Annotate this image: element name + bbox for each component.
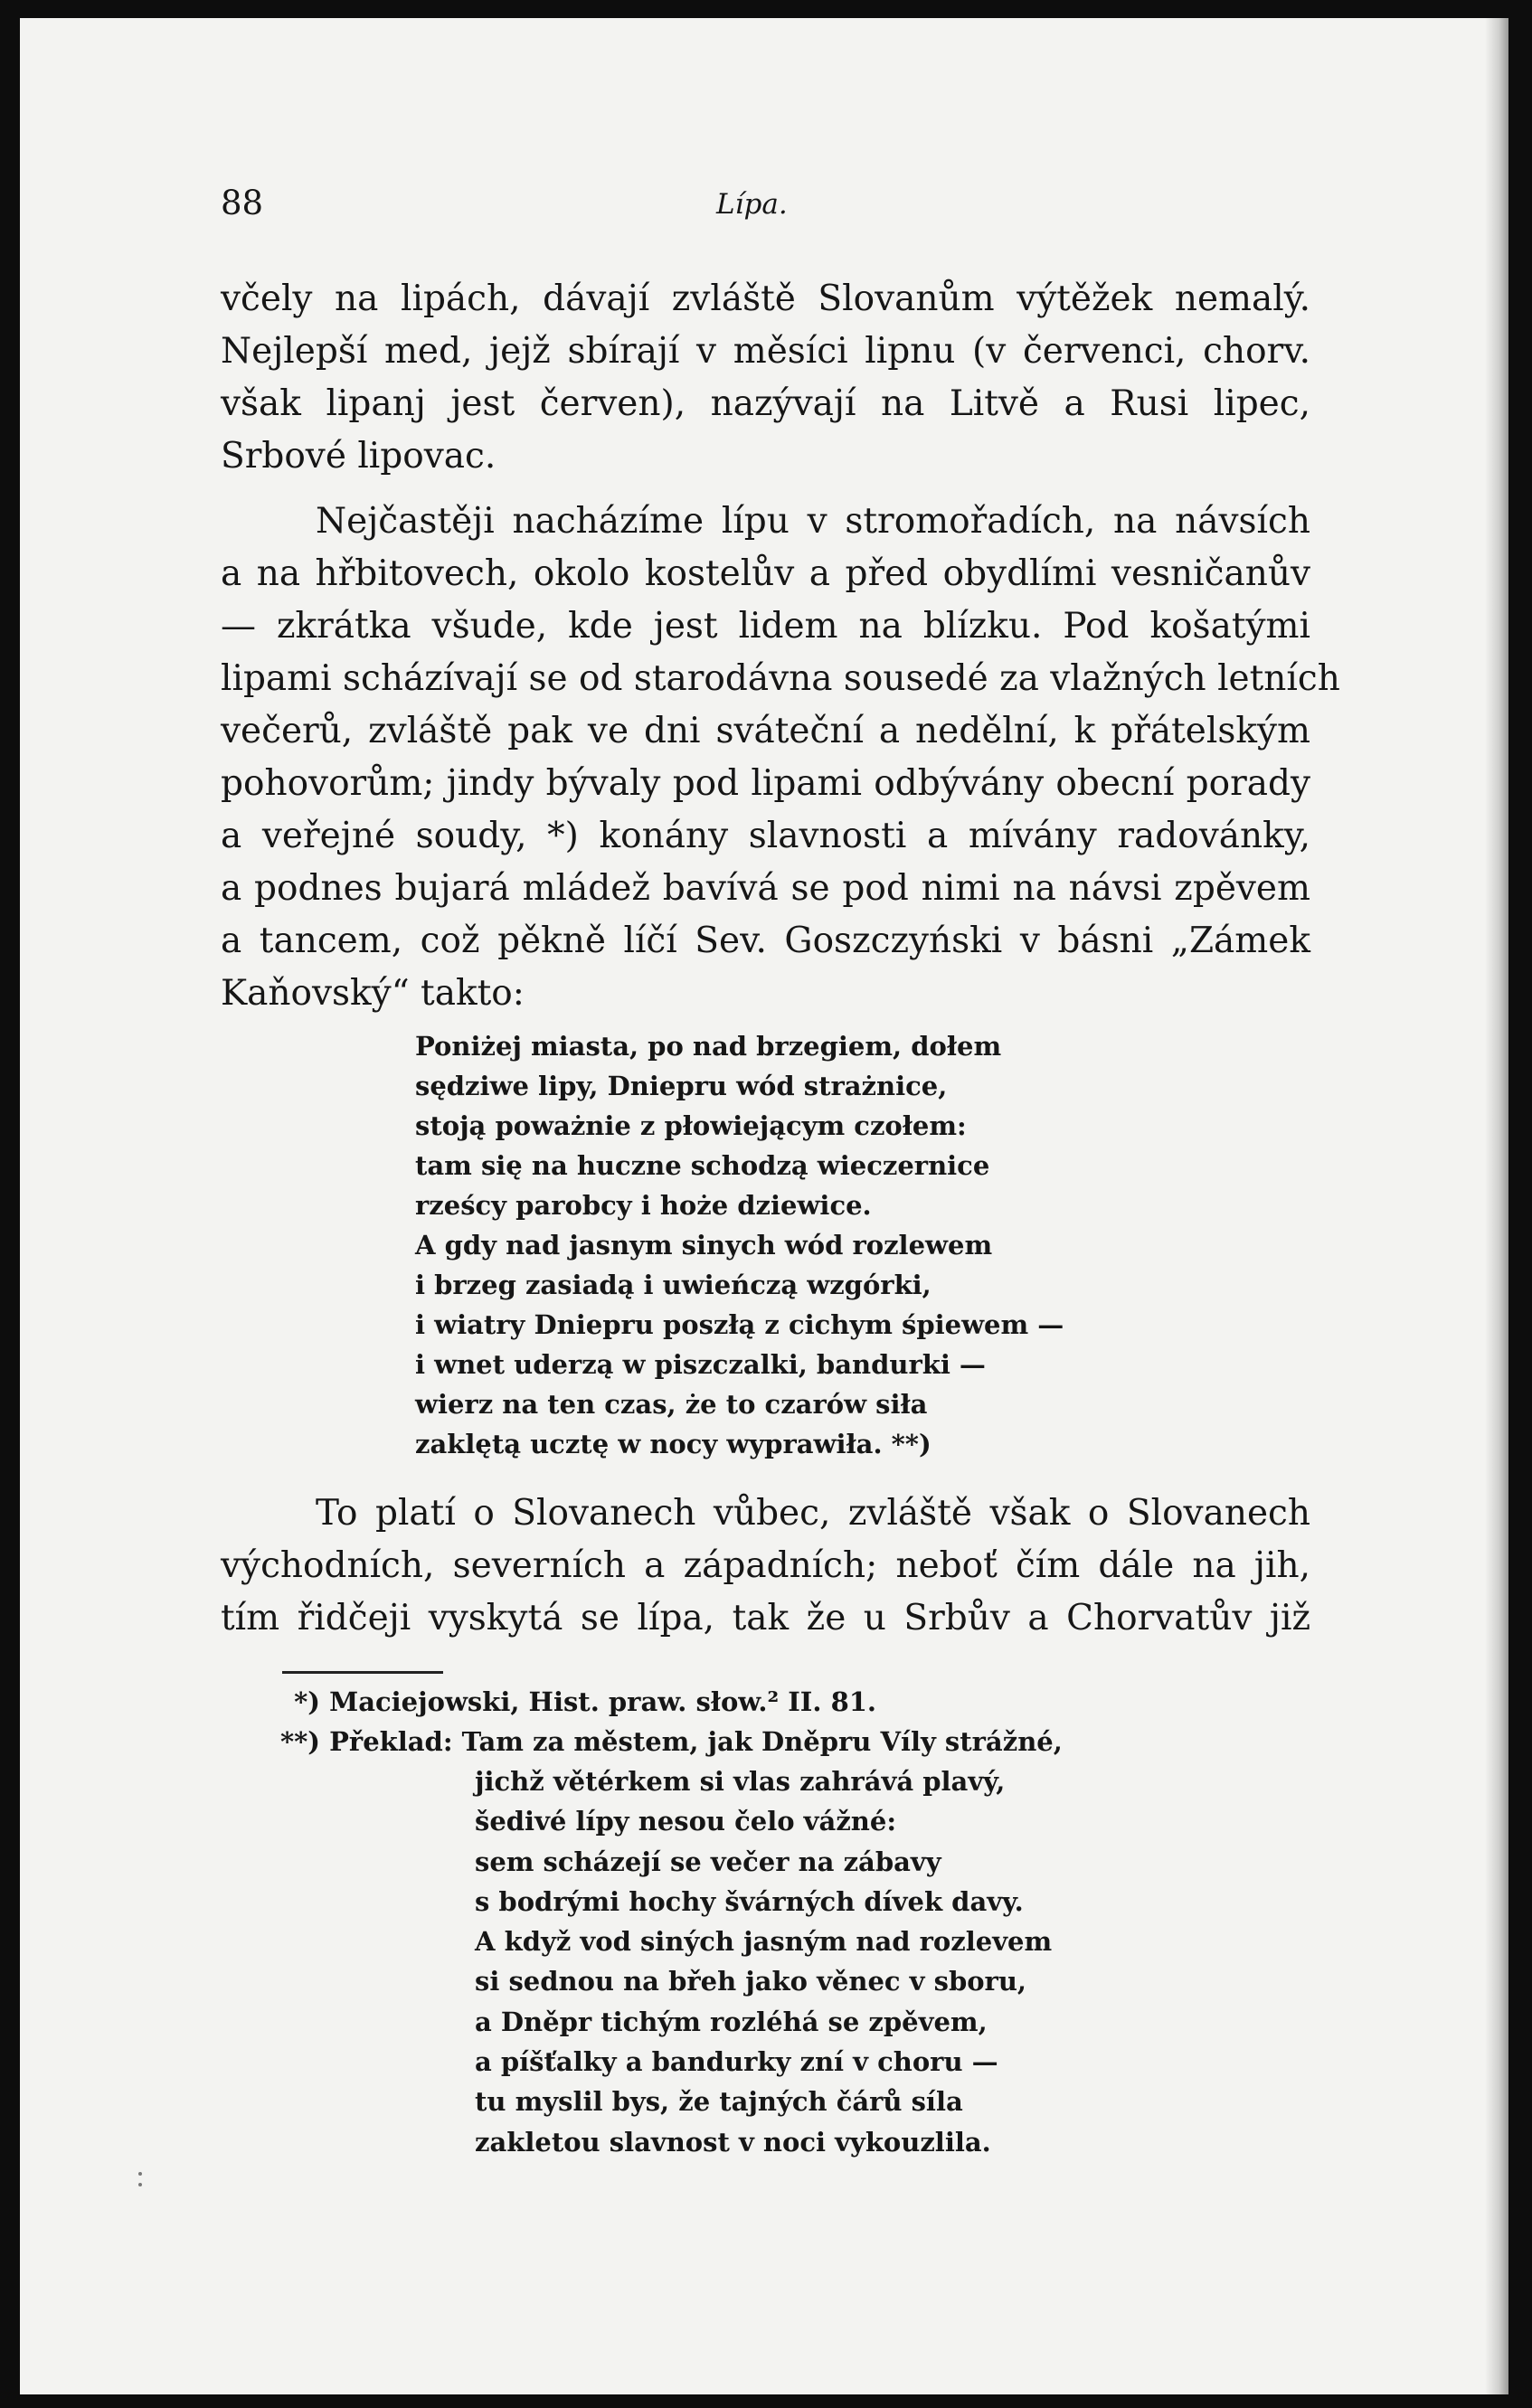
- text-line: a podnes bujará mládež bavívá se pod nimi na návsi zpěvem: [221, 868, 1310, 909]
- footnote-2: [221, 1722, 1063, 1761]
- paragraph-2: [221, 496, 1340, 1020]
- running-title: Lípa.: [716, 188, 788, 221]
- footnote-separator: [282, 1671, 443, 1674]
- paragraph-1: [221, 273, 1310, 483]
- text-line: večerů, zvláště pak ve dni sváteční a nedělní, k přátelským: [221, 711, 1310, 751]
- text-line: východních, severních a západních; neboť čím dále na jih,: [221, 1545, 1310, 1586]
- text-line: však lipanj jest červen), nazývají na Litvě a Rusi lipec,: [221, 383, 1310, 424]
- verse-line: šedivé lípy nesou čelo vážné:: [475, 1806, 897, 1837]
- text-line: Kaňovský“ takto:: [221, 973, 525, 1014]
- paper-speck: [138, 2172, 142, 2176]
- verse-line: wierz na ten czas, że to czarów siła: [415, 1389, 928, 1420]
- footnote-1: [221, 1682, 1063, 1722]
- paragraph-3: [221, 1487, 1310, 1645]
- translation-verse: [475, 1761, 1052, 2162]
- footnote-label: Překlad:: [329, 1726, 453, 1757]
- text-line: To platí o Slovanech vůbec, zvláště však o Slovanech: [316, 1493, 1310, 1534]
- verse-line: Poniżej miasta, po nad brzegiem, dołem: [415, 1031, 1002, 1062]
- verse-line: tu myslil bys, že tajných čárů síla: [475, 2086, 963, 2118]
- verse-line: zaklętą ucztę w nocy wyprawiła. **): [415, 1429, 931, 1459]
- text-line: a na hřbitovech, okolo kostelův a před obydlími vesničanův: [221, 553, 1310, 594]
- polish-verse-quote: [415, 1026, 1064, 1464]
- text-line: pohovorům; jindy bývaly pod lipami odbývány obecní porady: [221, 763, 1310, 804]
- footnote-mark: *): [294, 1686, 320, 1717]
- verse-line: s bodrými hochy švárných dívek davy.: [475, 1885, 1024, 1917]
- verse-line: i wnet uderzą w piszczalki, bandurki —: [415, 1349, 986, 1380]
- verse-line: a píšťalky a bandurky zní v choru —: [475, 2046, 998, 2078]
- text-line: Nejčastěji nacházíme lípu v stromořadích, na návsích: [316, 501, 1310, 542]
- text-line: lipami scházívají se od starodávna sousedé za vlažných letních: [221, 658, 1340, 699]
- page-edge-shadow: [1485, 18, 1508, 2394]
- text-line: včely na lipách, dávají zvláště Slovanům výtěžek nemalý.: [221, 279, 1310, 319]
- text-line: a veřejné soudy, *) konány slavnosti a mívány radovánky,: [221, 816, 1310, 856]
- verse-line: A když vod siných jasným nad rozlevem: [475, 1926, 1053, 1958]
- footnote-first-line: Tam za městem, jak Dněpru Víly strážné,: [461, 1726, 1063, 1757]
- verse-line: i brzeg zasiadą i uwieńczą wzgórki,: [415, 1270, 931, 1300]
- book-page: [20, 18, 1508, 2394]
- verse-line: si sednou na břeh jako věnec v sboru,: [475, 1966, 1027, 1997]
- text-line: a tancem, což pěkně líčí Sev. Goszczyński v básni „Zámek: [221, 921, 1310, 961]
- verse-line: a Dněpr tichým rozléhá se zpěvem,: [475, 2006, 988, 2037]
- footnote-mark: **): [279, 1726, 320, 1757]
- text-line: tím řidčeji vyskytá se lípa, tak že u Srbův a Chorvatův již: [221, 1598, 1310, 1638]
- verse-line: jichž větérkem si vlas zahrává plavý,: [475, 1766, 1006, 1797]
- verse-line: i wiatry Dniepru poszłą z cichym śpiewem —: [415, 1309, 1064, 1340]
- text-line: Nejlepší med, jejž sbírají v měsíci lipnu (v červenci, chorv.: [221, 331, 1310, 372]
- text-line: Srbové lipovac.: [221, 436, 496, 477]
- verse-line: tam się na huczne schodzą wieczernice: [415, 1150, 990, 1181]
- page-number: 88: [221, 184, 264, 222]
- footnote-text: Maciejowski, Hist. praw. słow.² II. 81.: [329, 1686, 877, 1717]
- verse-line: rześcy parobcy i hoże dziewice.: [415, 1190, 872, 1221]
- verse-line: sem scházejí se večer na zábavy: [475, 1846, 941, 1877]
- verse-line: A gdy nad jasnym sinych wód rozlewem: [415, 1230, 993, 1261]
- text-line: — zkrátka všude, kde jest lidem na blízku. Pod košatými: [221, 606, 1310, 647]
- verse-line: zakletou slavnost v noci vykouzlila.: [475, 2126, 991, 2158]
- paper-speck: [138, 2183, 142, 2186]
- verse-line: sędziwe lipy, Dniepru wód strażnice,: [415, 1071, 948, 1101]
- footnotes: [221, 1682, 1063, 1761]
- verse-line: stoją poważnie z płowiejącym czołem:: [415, 1110, 967, 1141]
